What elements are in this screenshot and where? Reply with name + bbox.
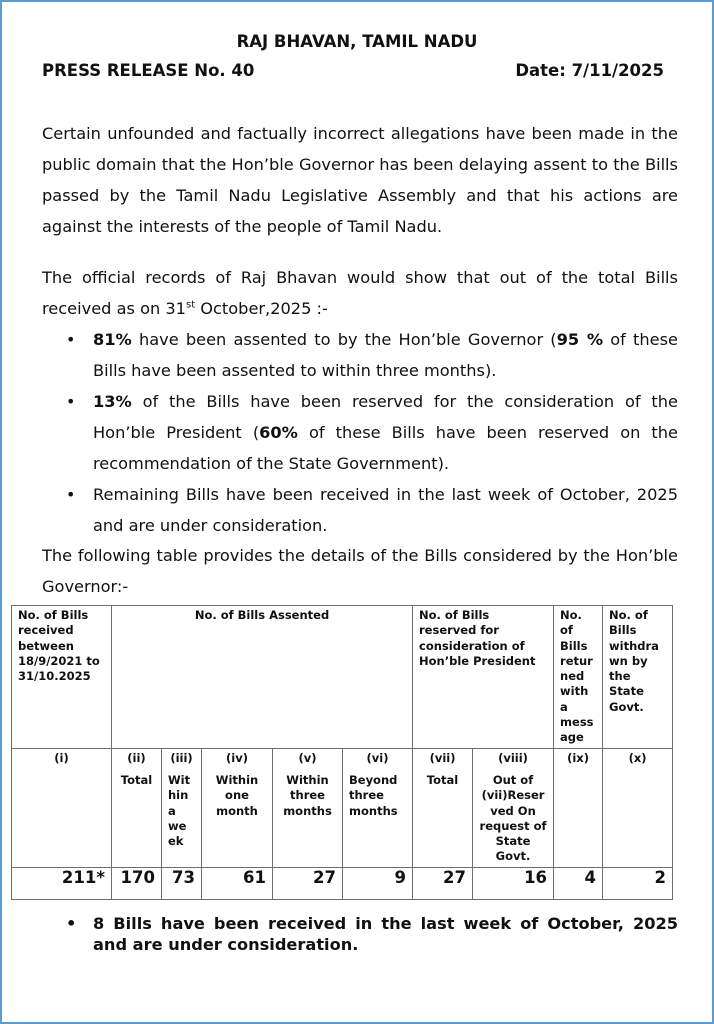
- list-item-remaining: [42, 479, 678, 541]
- intro-paragraph: Certain unfounded and factually incorrect allegations have been made in the public domain that the Hon’ble Governor has been delaying assent to the Bills passed by the Tamil Nadu Legislative Assembly and that his actions are against the interests of the people of Tamil Nadu.: [42, 124, 678, 236]
- column-number: (i): [54, 750, 69, 765]
- column-header: [343, 748, 413, 867]
- cell-reserved-total: 27: [413, 867, 473, 899]
- cell-reserved-on-request: 16: [473, 867, 554, 899]
- column-label: Beyond three months: [349, 772, 398, 818]
- column-header: [603, 748, 673, 867]
- footer-note-text: 8 Bills have been received in the last week of October, 2025 and are under consideration.: [93, 914, 678, 954]
- column-header: [12, 748, 112, 867]
- cell-assented-total: 170: [112, 867, 162, 899]
- footer-note: [42, 913, 678, 955]
- cell-bills-received: 211*: [12, 867, 112, 899]
- bullet-icon: •: [66, 485, 76, 504]
- table-intro-paragraph: The following table provides the details of the Bills considered by the Hon’ble Governor:-: [42, 546, 678, 596]
- state-recommended-percent: 60%: [259, 423, 298, 442]
- list-item-assented: [42, 324, 678, 386]
- header-bills-assented: No. of Bills Assented: [112, 606, 413, 749]
- cell-within-week: 73: [162, 867, 202, 899]
- header-bills-received: No. of Bills received between 18/9/2021 to 31/10.2025: [12, 606, 112, 749]
- list-item-reserved: [42, 386, 678, 479]
- column-number: (vi): [366, 750, 389, 765]
- column-header: [162, 748, 202, 867]
- bullet-icon: •: [66, 392, 76, 411]
- column-label: Total: [426, 772, 459, 787]
- column-label: Within three months: [283, 772, 332, 818]
- bills-table: [11, 605, 673, 900]
- column-header: [554, 748, 603, 867]
- column-header: [202, 748, 273, 867]
- column-number: (iii): [170, 750, 193, 765]
- column-number: (x): [628, 750, 647, 765]
- column-number: (ix): [567, 750, 589, 765]
- ordinal-suffix: st: [185, 299, 196, 311]
- header-bills-withdrawn: No. of Bills withdra wn by the State Govt.: [603, 606, 673, 749]
- header-bills-reserved: No. of Bills reserved for consideration of Hon’ble President: [413, 606, 554, 749]
- cell-beyond-three-months: 9: [343, 867, 413, 899]
- cell-withdrawn: 2: [603, 867, 673, 899]
- document-title: RAJ BHAVAN, TAMIL NADU: [236, 32, 478, 51]
- table-data-row: [12, 867, 673, 899]
- column-label: Within one month: [215, 772, 259, 818]
- column-label: Wit hin a we ek: [168, 772, 191, 849]
- assented-text: have been assented to by the Hon’ble Governor (: [131, 330, 557, 349]
- column-header: [273, 748, 343, 867]
- statistics-list: [42, 324, 678, 541]
- reserved-text: of the Bills have been reserved for the consideration of the Hon’ble President (: [93, 392, 678, 442]
- column-header: [112, 748, 162, 867]
- records-text-post: October,2025 :-: [195, 299, 328, 318]
- column-number: (iv): [226, 750, 248, 765]
- column-number: (v): [298, 750, 317, 765]
- cell-returned: 4: [554, 867, 603, 899]
- records-paragraph: [42, 262, 678, 324]
- bullet-icon: •: [66, 330, 76, 349]
- press-release-number: PRESS RELEASE No. 40: [42, 61, 255, 80]
- column-header: [473, 748, 554, 867]
- records-text-pre: The official records of Raj Bhavan would show that out of the total Bills received as on 31: [42, 268, 678, 318]
- assented-percent: 81%: [93, 330, 132, 349]
- bullet-icon: •: [66, 914, 77, 933]
- within-three-months-percent: 95 %: [556, 330, 604, 349]
- table-column-header-row: [12, 748, 673, 867]
- assented-text-tail: of these Bills have been assented to within three months).: [93, 330, 678, 380]
- release-date: Date: 7/11/2025: [515, 61, 664, 80]
- reserved-text-tail: of these Bills have been reserved on the recommendation of the State Government).: [93, 423, 678, 473]
- column-header: [413, 748, 473, 867]
- cell-within-three-months: 27: [273, 867, 343, 899]
- table-group-header-row: [12, 606, 673, 749]
- column-number: (vii): [429, 750, 456, 765]
- reserved-percent: 13%: [93, 392, 132, 411]
- header-bills-returned: No. of Bills retur ned with a mess age: [554, 606, 603, 749]
- column-number: (viii): [498, 750, 528, 765]
- release-line: [42, 61, 664, 80]
- column-label: Out of (vii)Reser ved On request of State Govt.: [479, 772, 547, 864]
- cell-within-month: 61: [202, 867, 273, 899]
- remaining-text: Remaining Bills have been received in the last week of October, 2025 and are under consideration.: [93, 485, 678, 535]
- column-number: (ii): [127, 750, 146, 765]
- column-label: Total: [120, 772, 153, 787]
